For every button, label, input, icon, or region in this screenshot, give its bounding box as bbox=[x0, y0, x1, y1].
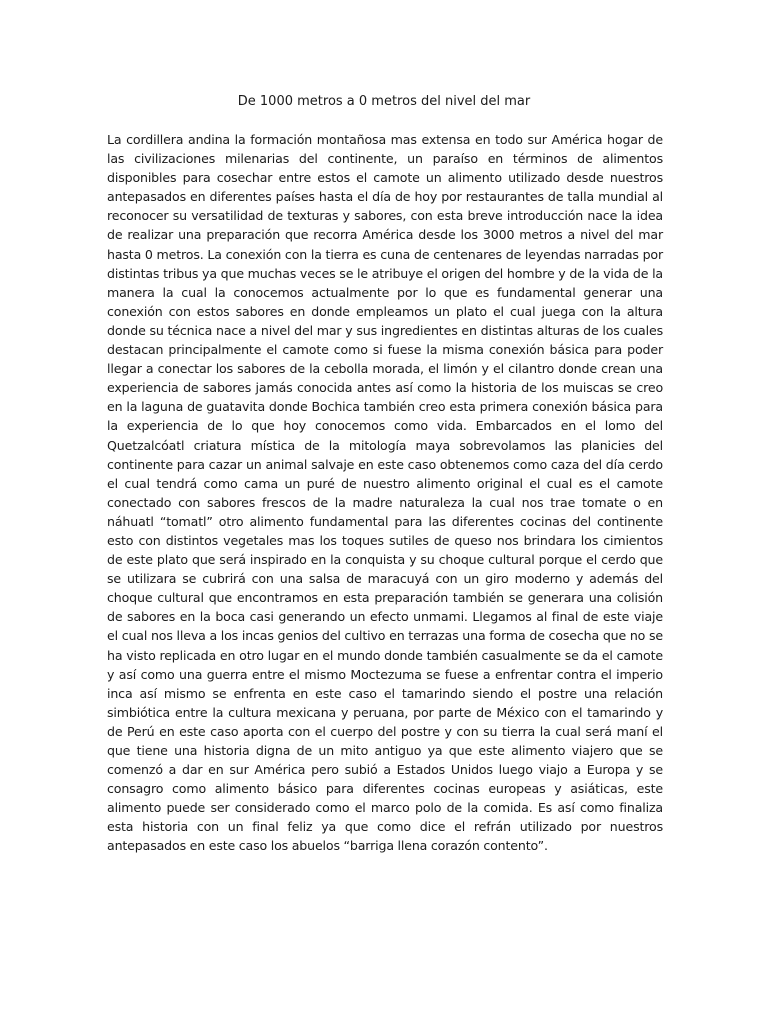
document-body-paragraph: La cordillera andina la formación montañosa mas extensa en todo sur América hogar de las civilizaciones milenarias del continente, un paraíso en términos de alimentos disponibles para cosechar entre estos el camote un alimento utilizado desde nuestros antepasados en diferentes países hasta el día de hoy por restaurantes de talla mundial al reconocer su versatilidad de texturas y sabores, con esta breve introducción nace la idea de realizar una preparación que recorra América desde los 3000 metros a nivel del mar hasta 0 metros. La conexión con la tierra es cuna de centenares de leyendas narradas por distintas tribus ya que muchas veces se le atribuye el origen del hombre y de la vida de la manera la cual la conocemos actualmente por lo que es fundamental generar una conexión con estos sabores en donde empleamos un plato el cual juega con la altura donde su técnica nace a nivel del mar y sus ingredientes en distintas alturas de los cuales destacan principalmente el camote como si fuese la misma conexión básica para poder llegar a conectar los sabores de la cebolla morada, el limón y el cilantro donde crean una experiencia de sabores jamás conocida antes así como la historia de los muiscas se creo en la laguna de guatavita donde Bochica también creo esta primera conexión básica para la experiencia de lo que hoy conocemos como vida. Embarcados en el lomo del Quetzalcóatl criatura mística de la mitología maya sobrevolamos las planicies del continente para cazar un animal salvaje en este caso obtenemos como caza del día cerdo el cual tendrá como cama un puré de nuestro alimento original el cual es el camote conectado con sabores frescos de la madre naturaleza la cual nos trae tomate o en náhuatl “tomatl” otro alimento fundamental para las diferentes cocinas del continente esto con distintos vegetales mas los toques sutiles de queso nos brindara los cimientos de este plato que será inspirado en la conquista y su choque cultural porque el cerdo que se utilizara se cubrirá con una salsa de maracuyá con un giro moderno y además del choque cultural que encontramos en esta preparación también se generara una colisión de sabores en la boca casi generando un efecto unmami. Llegamos al final de este viaje el cual nos lleva a los incas genios del cultivo en terrazas una forma de cosecha que no se ha visto replicada en otro lugar en el mundo donde también casualmente se da el camote y así como una guerra entre el mismo Moctezuma se fuese a enfrentar contra el imperio inca así mismo se enfrenta en este caso el tamarindo siendo el postre una relación simbiótica entre la cultura mexicana y peruana, por parte de México con el tamarindo y de Perú en este caso aporta con el cuerpo del postre y con su tierra la cual será maní el que tiene una historia digna de un mito antiguo ya que este alimento viajero que se comenzó a dar en sur América pero subió a Estados Unidos luego viajo a Europa y se consagro como alimento básico para diferentes cocinas europeas y asiáticas, este alimento puede ser considerado como el marco polo de la comida. Es así como finaliza esta historia con un final feliz ya que como dice el refrán utilizado por nuestros antepasados en este caso los abuelos “barriga llena corazón contento”. bbox=[107, 132, 663, 854]
document-title: De 1000 metros a 0 metros del nivel del mar bbox=[237, 94, 531, 109]
